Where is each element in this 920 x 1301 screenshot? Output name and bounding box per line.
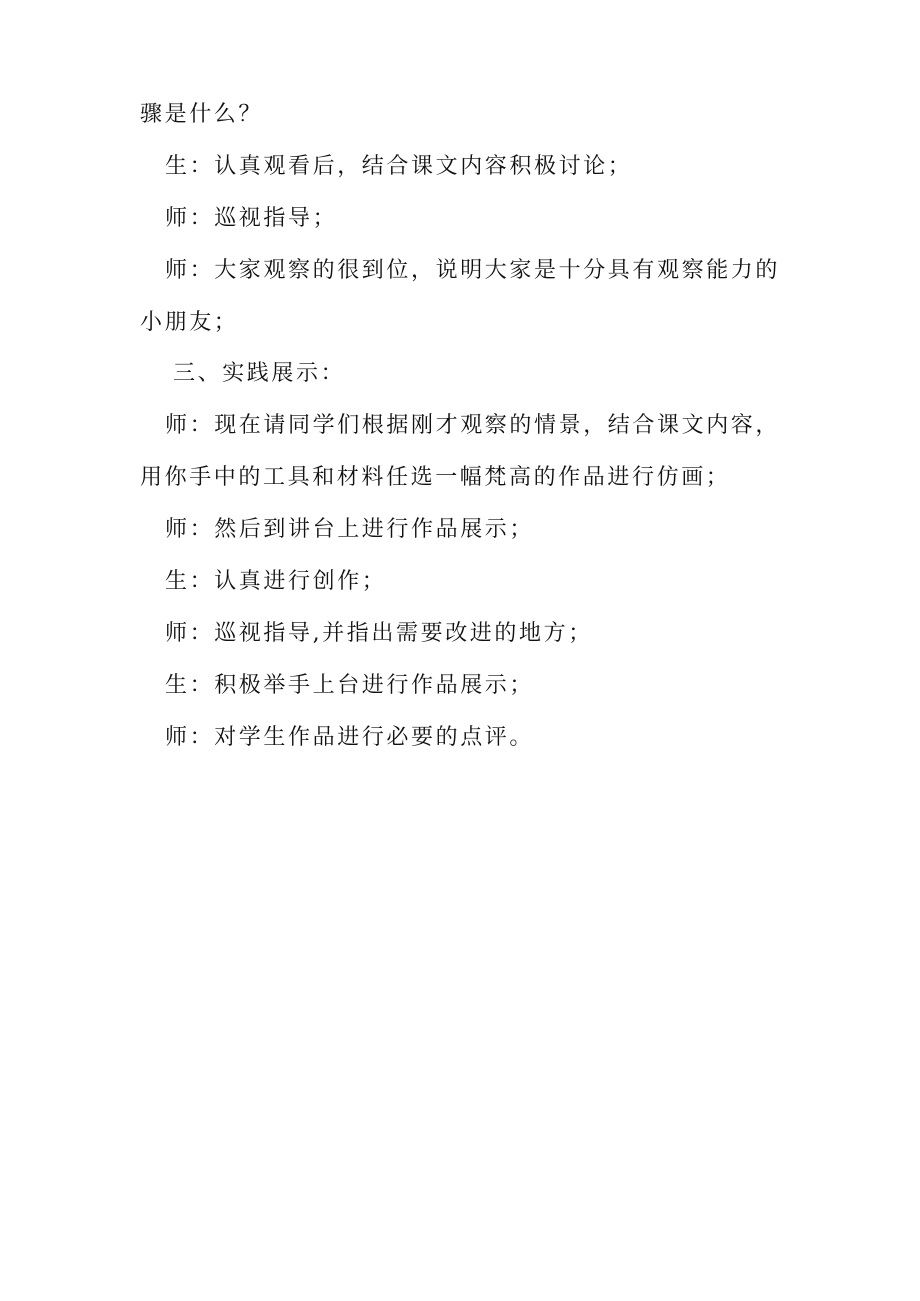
student-line: 生：认真观看后，结合课文内容积极讨论；	[165, 154, 633, 179]
paragraph-continuation: 小朋友；	[140, 310, 239, 335]
student-line: 生：积极举手上台进行作品展示；	[165, 673, 535, 698]
student-line: 生：认真进行创作；	[165, 569, 387, 594]
paragraph-continuation: 用你手中的工具和材料任选一幅梵高的作品进行仿画；	[140, 465, 731, 490]
teacher-line: 师：大家观察的很到位，说明大家是十分具有观察能力的	[165, 258, 781, 283]
teacher-line: 师：对学生作品进行必要的点评。	[165, 725, 535, 750]
teacher-line: 师：巡视指导,并指出需要改进的地方；	[165, 621, 593, 646]
teacher-line: 师：然后到讲台上进行作品展示；	[165, 517, 535, 542]
paragraph-continuation: 骤是什么？	[140, 102, 264, 127]
teacher-line: 师：巡视指导；	[165, 206, 338, 231]
teacher-line: 师：现在请同学们根据刚才观察的情景，结合课文内容，	[165, 413, 781, 438]
section-heading: 三、实践展示：	[173, 361, 346, 386]
